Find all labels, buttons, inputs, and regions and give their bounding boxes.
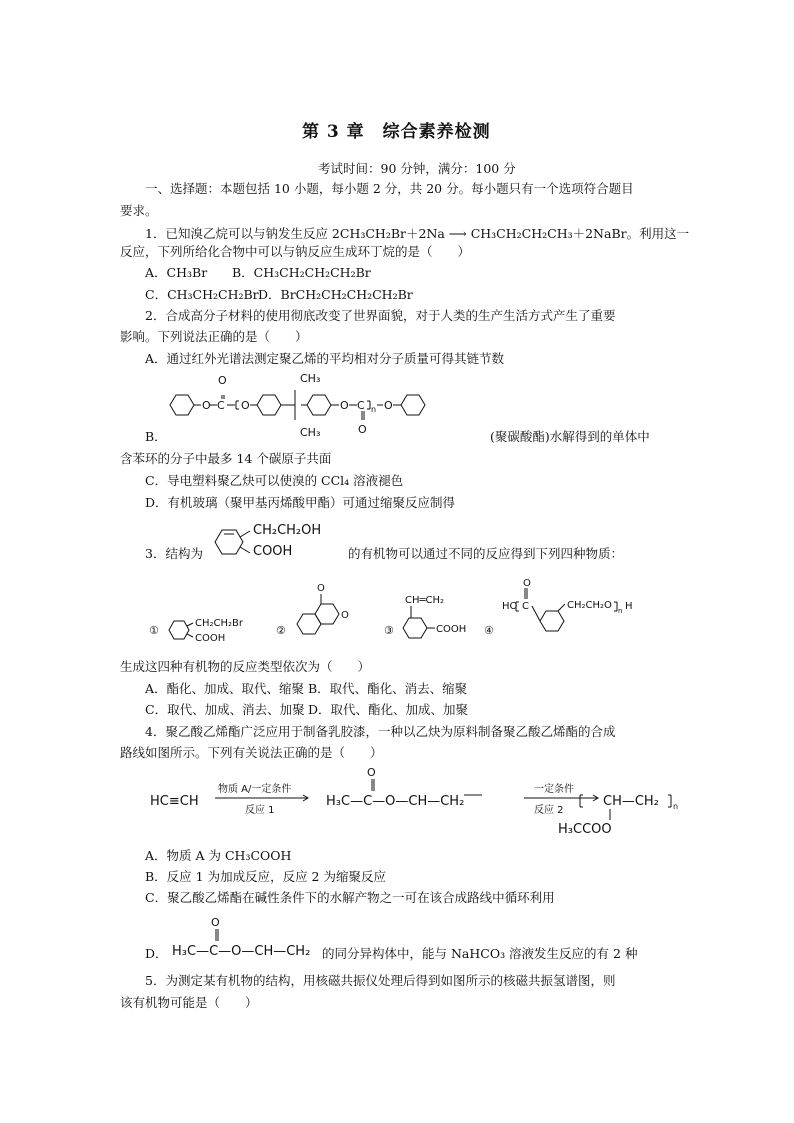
q1-stem-cont: 反应，下列所给化合物中可以与钠反应生成环丁烷的是（ ）: [120, 244, 471, 259]
svg-text:O: O: [341, 610, 349, 621]
q4-option-c: C．聚乙酸乙烯酯在碱性条件下的水解产物之一可在该合成路线中循环利用: [145, 890, 555, 905]
svg-text:反应 1: 反应 1: [245, 805, 275, 816]
svg-text:CH₂CH₂OH: CH₂CH₂OH: [253, 523, 322, 538]
svg-text:COOH: COOH: [195, 633, 226, 644]
svg-text:③: ③: [384, 624, 394, 637]
section-intro: 一、选择题：本题包括 10 小题，每小题 2 分，共 20 分。每小题只有一个选项符合题目: [145, 181, 634, 196]
svg-text:C: C: [357, 399, 365, 412]
q3-products: [145, 576, 685, 648]
svg-text:COOH: COOH: [436, 624, 467, 635]
svg-text:O: O: [218, 374, 227, 387]
svg-text:n: n: [673, 802, 679, 811]
svg-text:O: O: [317, 583, 325, 594]
svg-text:CH₃: CH₃: [300, 372, 321, 385]
svg-text:O: O: [241, 399, 250, 412]
q3-option-d: D．取代、酯化、加成、加聚: [308, 702, 469, 717]
svg-text:H₃C—C—O—CH—CH₂: H₃C—C—O—CH—CH₂: [326, 794, 465, 809]
q1-option-d: D．BrCH₂CH₂CH₂CH₂Br: [258, 287, 413, 302]
svg-text:HC≡CH: HC≡CH: [150, 794, 199, 809]
svg-text:HO: HO: [502, 601, 518, 612]
q3-option-c: C．取代、加成、消去、加聚: [145, 702, 305, 717]
q2-option-b-cont: 含苯环的分子中最多 14 个碳原子共面: [120, 451, 332, 466]
q4-stem-cont: 路线如图所示。下列有关说法正确的是（ ）: [120, 745, 383, 760]
q3-question: 生成这四种有机物的反应类型依次为（ ）: [120, 659, 371, 674]
q4-synthesis-route: [148, 765, 708, 840]
q5-stem-cont: 该有机物可能是（ ）: [120, 995, 258, 1010]
polycarbonate-structure: [165, 370, 495, 440]
svg-text:CH₂CH₂Br: CH₂CH₂Br: [195, 618, 243, 629]
q2-option-d: D．有机玻璃（聚甲基丙烯酸甲酯）可通过缩聚反应制得: [145, 495, 456, 510]
q2-option-b-label: B．: [145, 429, 167, 444]
q2-stem-cont: 影响。下列说法正确的是（ ）: [120, 329, 308, 344]
svg-text:CH═CH₂: CH═CH₂: [405, 595, 445, 606]
q2-stem: 2．合成高分子材料的使用彻底改变了世界面貌，对于人类的生产生活方式产生了重要: [145, 308, 616, 323]
svg-text:O: O: [384, 399, 393, 412]
svg-text:C: C: [217, 399, 225, 412]
svg-text:④: ④: [484, 624, 494, 637]
svg-text:C: C: [522, 601, 529, 612]
q3-stem-suffix: 的有机物可以通过不同的反应得到下列四种物质：: [348, 546, 624, 561]
svg-text:O: O: [358, 423, 367, 436]
q4-stem: 4．聚乙酸乙烯酯广泛应用于制备乳胶漆，一种以乙炔为原料制备聚乙酸乙烯酯的合成: [145, 724, 616, 739]
q4-option-a: A．物质 A 为 CH₃COOH: [145, 848, 292, 863]
q3-option-a: A．酯化、加成、取代、缩聚: [145, 681, 305, 696]
exam-info: 考试时间：90 分钟，满分：100 分: [318, 161, 516, 176]
q1-stem: 1．已知溴乙烷可以与钠发生反应 2CH₃CH₂Br＋2Na ⟶ CH₃CH₂CH₂CH₃＋2NaBr。利用这一: [145, 226, 690, 241]
svg-text:n: n: [618, 607, 623, 615]
svg-text:H₃CCOO: H₃CCOO: [558, 822, 612, 837]
svg-text:O: O: [367, 766, 376, 779]
svg-text:O: O: [523, 578, 531, 589]
q3-option-b: B．取代、酯化、消去、缩聚: [308, 681, 468, 696]
q4-option-b: B．反应 1 为加成反应，反应 2 为缩聚反应: [145, 869, 386, 884]
svg-text:n: n: [371, 405, 377, 414]
q2-option-a: A．通过红外光谱法测定聚乙烯的平均相对分子质量可得其链节数: [145, 351, 505, 366]
svg-text:O: O: [202, 399, 211, 412]
svg-text:H: H: [625, 601, 633, 612]
q4-option-d-structure: [170, 912, 330, 962]
svg-text:②: ②: [276, 624, 286, 637]
q5-stem: 5．为测定某有机物的结构，用核磁共振仪处理后得到如图所示的核磁共振氢谱图，则: [145, 973, 616, 988]
svg-text:H₃C—C—O—CH—CH₂: H₃C—C—O—CH—CH₂: [172, 944, 311, 959]
q2-option-c: C．导电塑料聚乙炔可以使溴的 CCl₄ 溶液褪色: [145, 473, 404, 488]
svg-text:CH—CH₂: CH—CH₂: [603, 794, 659, 809]
q4-option-d-suffix: 的同分异构体中，能与 NaHCO₃ 溶液发生反应的有 2 种: [322, 946, 638, 961]
q1-option-c: C．CH₃CH₂CH₂Br: [145, 287, 259, 302]
svg-text:CH₂CH₂O: CH₂CH₂O: [567, 600, 612, 611]
svg-text:物质 A/一定条件: 物质 A/一定条件: [218, 784, 292, 795]
q1-option-a: A．CH₃Br: [145, 265, 208, 280]
q3-stem-prefix: 3．结构为: [145, 546, 203, 561]
svg-text:O: O: [340, 399, 349, 412]
section-intro-cont: 要求。: [120, 203, 158, 218]
svg-text:一定条件: 一定条件: [534, 784, 574, 795]
q3-reactant-structure: [210, 517, 350, 567]
svg-text:①: ①: [149, 624, 159, 637]
svg-text:反应 2: 反应 2: [534, 805, 564, 816]
q4-option-d-label: D．: [145, 946, 168, 961]
svg-text:COOH: COOH: [253, 544, 293, 559]
page-title: 第 3 章 综合素养检测: [302, 122, 491, 142]
q2-option-b-suffix: (聚碳酸酯)水解得到的单体中: [490, 429, 650, 444]
svg-text:CH₃: CH₃: [300, 426, 321, 439]
q1-option-b: B．CH₃CH₂CH₂CH₂Br: [232, 265, 371, 280]
svg-text:O: O: [211, 916, 220, 929]
